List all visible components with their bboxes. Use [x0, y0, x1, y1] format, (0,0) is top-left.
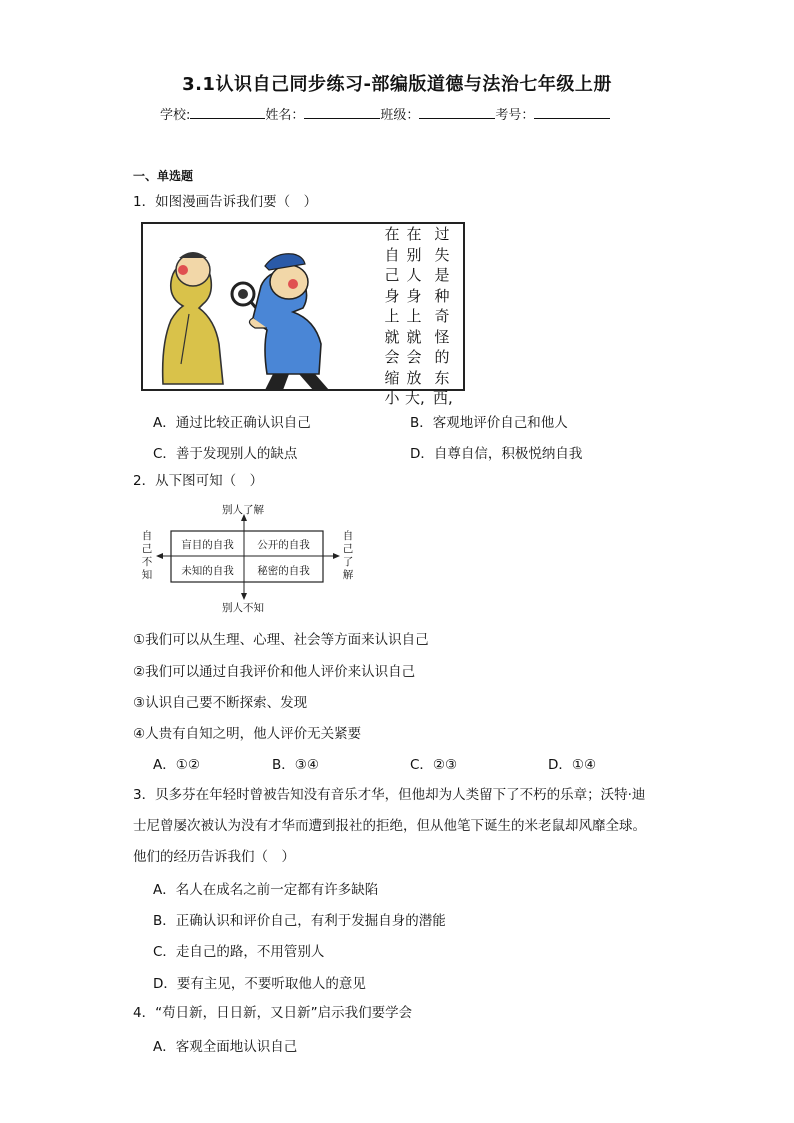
q1-option-a[interactable]: A．通过比较正确认识自己 — [153, 415, 311, 431]
q2-statement-3: ③认识自己要不断探索、发现 — [133, 695, 308, 711]
comic-text-col-1: 在自己身上就会缩小 — [384, 225, 400, 407]
q3-option-b[interactable]: B．正确认识和评价自己，有利于发掘自身的潜能 — [153, 913, 446, 929]
q3-option-c[interactable]: C．走自己的路，不用管别人 — [153, 944, 325, 960]
q3-option-a[interactable]: A．名人在成名之前一定都有许多缺陷 — [153, 882, 379, 898]
question-3-line-3: 他们的经历告诉我们（ ） — [133, 849, 295, 865]
diagram-right-label: 自己了解 — [342, 530, 354, 581]
number-label: 考号： — [495, 108, 535, 123]
name-label: 姓名： — [265, 108, 305, 123]
q2-statement-1: ①我们可以从生理、心理、社会等方面来认识自己 — [133, 632, 429, 648]
comic-text-col-2: 在别人身上就会放大, — [405, 225, 425, 407]
cell-unknown-self: 未知的自我 — [181, 565, 234, 577]
cell-hidden-self: 秘密的自我 — [257, 565, 310, 577]
q2-option-c[interactable]: C．②③ — [410, 757, 458, 773]
comic-text-col-3: 过失是种奇怪的东西, — [433, 225, 453, 407]
page-title: 3.1认识自己同步练习-部编版道德与法治七年级上册 — [182, 74, 612, 95]
q2-option-a[interactable]: A．①② — [153, 757, 200, 773]
question-3-line-1: 3．贝多芬在年轻时曾被告知没有音乐才华，但他却为人类留下了不朽的乐章；沃特·迪 — [133, 787, 646, 803]
section-heading: 一、单选题 — [133, 169, 194, 183]
cell-blind-self: 盲目的自我 — [181, 539, 234, 551]
number-blank — [534, 105, 610, 119]
q2-option-d[interactable]: D．①④ — [548, 757, 597, 773]
diagram-bottom-label: 别人不知 — [222, 602, 264, 614]
question-2-stem: 2．从下图可知（ ） — [133, 473, 264, 489]
school-blank — [190, 105, 265, 119]
comic-illustration — [141, 222, 465, 407]
class-label: 班级： — [380, 108, 420, 123]
q3-option-d[interactable]: D．要有主见，不要听取他人的意见 — [153, 976, 366, 992]
q2-statement-4: ④人贵有自知之明，他人评价无关紧要 — [133, 726, 362, 742]
question-1-stem: 1．如图漫画告诉我们要（ ） — [133, 194, 318, 210]
q1-option-b[interactable]: B．客观地评价自己和他人 — [410, 415, 568, 431]
q1-option-d[interactable]: D．自尊自信，积极悦纳自我 — [410, 446, 583, 462]
school-label: 学校: — [160, 108, 191, 123]
cell-open-self: 公开的自我 — [257, 539, 310, 551]
q1-option-c[interactable]: C．善于发现别人的缺点 — [153, 446, 298, 462]
question-4-stem: 4．“苟日新，日日新，又日新”启示我们要学会 — [133, 1005, 413, 1021]
name-blank — [304, 105, 380, 119]
diagram-lines — [138, 500, 358, 615]
q4-option-a[interactable]: A．客观全面地认识自己 — [153, 1039, 298, 1055]
diagram-left-label: 自己不知 — [141, 530, 153, 581]
self-awareness-diagram — [138, 500, 358, 615]
diagram-top-label: 别人了解 — [222, 504, 264, 516]
question-3-line-2: 士尼曾屡次被认为没有才华而遭到报社的拒绝，但从他笔下诞生的米老鼠却风靡全球。 — [133, 818, 646, 834]
class-blank — [419, 105, 495, 119]
q2-statement-2: ②我们可以通过自我评价和他人评价来认识自己 — [133, 664, 416, 680]
q2-option-b[interactable]: B．③④ — [272, 757, 319, 773]
student-info-line — [160, 104, 610, 123]
